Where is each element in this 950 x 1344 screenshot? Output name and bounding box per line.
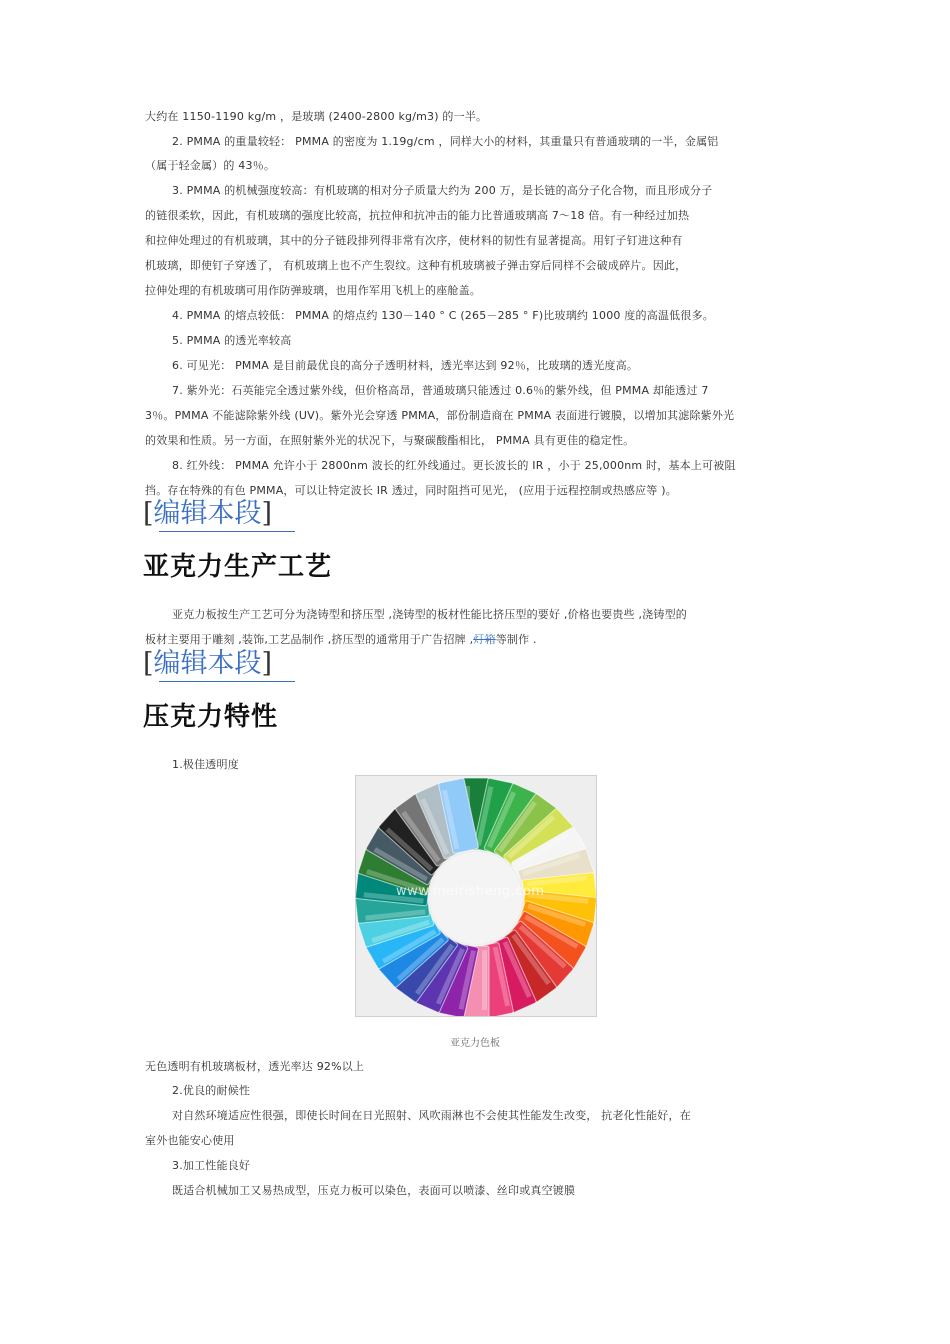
para-line: 4. PMMA 的熔点较低： PMMA 的熔点约 130－140 ° C (265－285 ° F)比玻璃约 1000 度的高温低很多。 [172,309,714,322]
para-line: 6. 可见光： PMMA 是目前最优良的高分子透明材料，透光率达到 92％，比玻璃的透光度高。 [172,359,639,372]
bracket-open: [ [143,498,154,529]
list-item-heading: 1.极佳透明度 [172,758,239,771]
para-line: 5. PMMA 的透光率较高 [172,334,292,347]
list-item-heading: 2.优良的耐候性 [172,1084,251,1097]
bracket-close: ] [261,498,273,529]
list-item-heading: 3.加工性能良好 [172,1159,251,1172]
bracket-open: [ [143,648,154,679]
edit-section-link[interactable] [143,498,272,530]
para-line: 7. 紫外光：石英能完全透过紫外线，但价格高昂，普通玻璃只能透过 0.6％的紫外线，但 PMMA 却能透过 7 [172,384,709,397]
acrylic-swatch-image [355,775,597,1017]
para-line: 亚克力板按生产工艺可分为浇铸型和挤压型 ,浇铸型的板材性能比挤压型的要好 ,价格也要贵些 ,浇铸型的 [172,608,687,621]
lightbox-link[interactable]: 灯箱 [473,633,496,646]
para-line: 大约在 1150-1190 kg/m ，是玻璃 (2400-2800 kg/m3) 的一半。 [145,110,488,123]
image-watermark: www.meirisheng.com [396,884,545,899]
edit-section-label[interactable]: 编辑本段 [153,498,262,529]
para-line: 和拉伸处理过的有机玻璃，其中的分子链段排列得非常有次序，使材料的韧性有显著提高。用钉子钉进这种有 [145,234,683,247]
section-heading: 亚克力生产工艺 [143,552,333,582]
para-line: （属于轻金属）的 43％。 [145,159,276,172]
para-text: 等制作 . [495,633,537,646]
para-line: 的效果和性质。另一方面，在照射紫外光的状况下，与聚碳酸酯相比， PMMA 具有更佳的稳定性。 [145,434,635,447]
para-line: 拉伸处理的有机玻璃可用作防弹玻璃，也用作军用飞机上的座舱盖。 [145,284,481,297]
para-line: 3％。PMMA 不能滤除紫外线 (UV)。紫外光会穿透 PMMA，部份制造商在 PMMA 表面进行镀膜，以增加其滤除紫外光 [145,409,735,422]
para-line: 8. 红外线： PMMA 允许小于 2800nm 波长的红外线通过。更长波长的 IR ，小于 25,000nm 时，基本上可被阻 [172,459,736,472]
edit-section-link[interactable] [143,648,272,680]
para-line: 室外也能安心使用 [145,1134,235,1147]
para-line: 3. PMMA 的机械强度较高：有机玻璃的相对分子质量大约为 200 万，是长链的高分子化合物，而且形成分子 [172,184,713,197]
section-heading: 压克力特性 [143,702,279,732]
para-line: 的链很柔软，因此，有机玻璃的强度比较高，抗拉伸和抗冲击的能力比普通玻璃高 7～18 倍。有一种经过加热 [145,209,690,222]
bracket-close: ] [261,648,273,679]
edit-link-underline [159,531,295,532]
image-caption: 亚克力色板 [450,1038,500,1049]
edit-link-underline [159,681,295,682]
edit-section-label[interactable]: 编辑本段 [153,648,262,679]
para-line: 既适合机械加工又易热成型，压克力板可以染色，表面可以喷漆、丝印或真空镀膜 [172,1184,576,1197]
para-line: 挡。存在特殊的有色 PMMA，可以让特定波长 IR 透过，同时阻挡可见光， (应用于远程控制或热感应等 )。 [145,484,677,497]
para-line: 无色透明有机玻璃板材，透光率达 92%以上 [145,1060,365,1073]
para-line: 2. PMMA 的重量较轻： PMMA 的密度为 1.19g/cm ，同样大小的材料，其重量只有普通玻璃的一半，金属铝 [172,135,719,148]
para-line: 对自然环境适应性很强，即使长时间在日光照射、风吹雨淋也不会使其性能发生改变， 抗老化性能好，在 [172,1109,691,1122]
para-text: 板材主要用于雕刻 ,装饰,工艺品制作 ,挤压型的通常用于广告招牌 , [145,633,474,646]
para-line: 机玻璃，即使钉子穿透了， 有机玻璃上也不产生裂纹。这种有机玻璃被子弹击穿后同样不会破成碎片。因此， [145,259,687,272]
